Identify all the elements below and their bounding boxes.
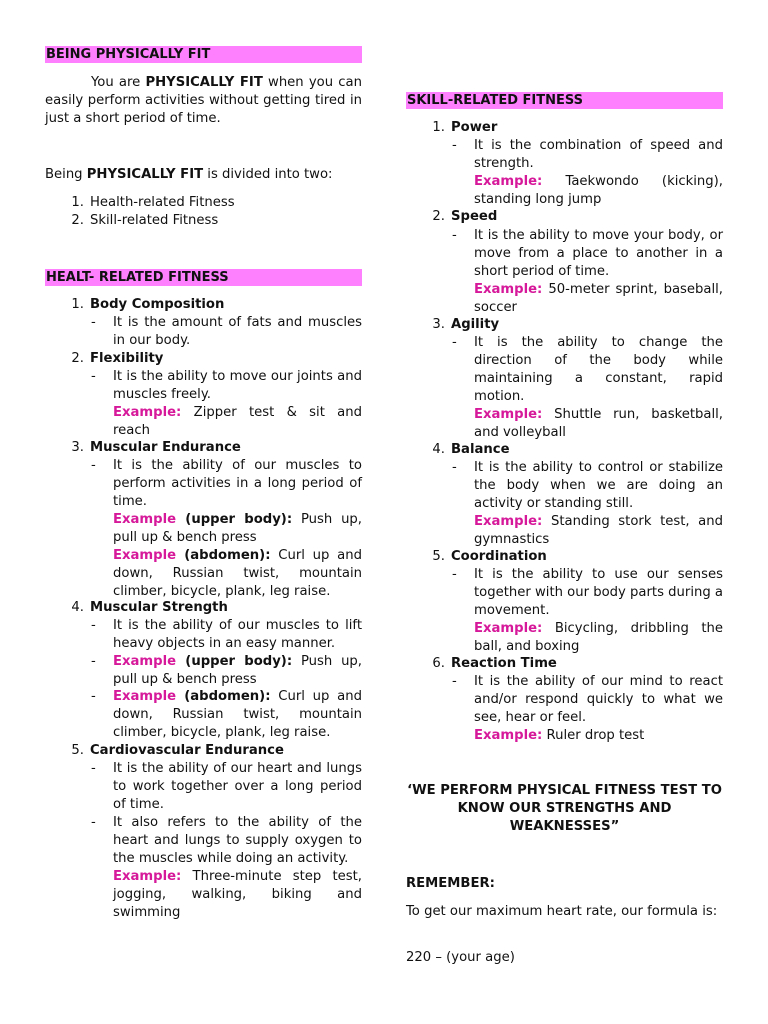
skill-item-desc: - It is the ability of our mind to react and/or respond quickly to what we see, hear or feel. Example: Ruler drop test (452, 674, 723, 743)
list-number: 2. (432, 209, 445, 224)
example-label: Example: (113, 869, 182, 884)
list-number: 2. (71, 213, 84, 228)
intro-bold: PHYSICALLY FIT (145, 75, 263, 90)
health-item-title (71, 350, 164, 368)
desc-text: It also refers to the ability of the heart and lungs to supply oxygen to the muscles while doing an activity. (113, 815, 362, 866)
item-title: Speed (451, 209, 498, 224)
example-line (113, 404, 362, 440)
example-label: Example: (474, 174, 543, 189)
health-item-desc: - It is the ability of our heart and lungs to work together over a long period of time. (91, 761, 362, 812)
item-title: Cardiovascular Endurance (90, 743, 284, 758)
divided-pre: Being (45, 167, 87, 182)
formula-text: To get our maximum heart rate, our formula is: (406, 904, 718, 919)
desc-text: It is the ability of our mind to react and/or respond quickly to what we see, hear or feel. (474, 674, 723, 725)
list-number: 5. (432, 549, 445, 564)
item-title: Muscular Endurance (90, 440, 241, 455)
list-number: 5. (71, 743, 84, 758)
example-label: Example (113, 548, 177, 563)
example-label: Example: (474, 514, 543, 529)
item-title: Body Composition (90, 297, 225, 312)
example-line (474, 406, 723, 442)
list-number: 1. (432, 120, 445, 135)
desc-text: It is the ability to use our senses together with our body parts during a movement. (474, 567, 723, 618)
health-item-desc: - It is the ability of our muscles to perform activities in a long period of time. Example (upper body): Push up, pull up & bench press Example (abdomen): Curl up and down, Russian twist, mountain climber, bicycle, plank, leg raise. (91, 458, 362, 599)
example-line (474, 727, 723, 745)
intro-paragraph (45, 74, 362, 128)
fitness-type-label: Skill-related Fitness (90, 213, 219, 228)
fitness-type-label: Health-related Fitness (90, 195, 235, 210)
skill-item-desc: - It is the ability to use our senses together with our body parts during a movement. Example: Bicycling, dribbling the ball, and boxing (452, 567, 723, 654)
example-label: Example: (474, 407, 543, 422)
fitness-type-item (71, 212, 219, 230)
desc-text: It is the combination of speed and strength. (474, 138, 723, 171)
item-title: Flexibility (90, 351, 164, 366)
health-item-desc: - It is the ability of our muscles to lift heavy objects in an easy manner. (91, 618, 362, 651)
skill-item-title (432, 119, 498, 137)
health-item-desc: - It also refers to the ability of the heart and lungs to supply oxygen to the muscles while doing an activity. Example: Three-minute step test, jogging, walking, biking and swimming (91, 815, 362, 920)
list-number: 3. (71, 440, 84, 455)
health-item-title (71, 296, 225, 314)
item-title: Coordination (451, 549, 547, 564)
health-item-title (71, 599, 228, 617)
health-item-desc: - It is the amount of fats and muscles in our body. (91, 315, 362, 348)
list-number: 2. (71, 351, 84, 366)
example-text: Push up, pull up & bench press (113, 654, 362, 687)
fitness-type-item (71, 194, 235, 212)
example-line (113, 868, 362, 922)
list-number: 6. (432, 656, 445, 671)
list-number: 3. (432, 317, 445, 332)
example-line (113, 547, 362, 601)
intro-pre: You are (91, 75, 146, 90)
desc-text: It is the ability of our muscles to lift heavy objects in an easy manner. (113, 618, 362, 651)
item-title: Agility (451, 317, 500, 332)
example-text: Curl up and down, Russian twist, mountain climber, bicycle, plank, leg raise. (113, 689, 362, 740)
item-title: Muscular Strength (90, 600, 228, 615)
divided-paragraph (45, 166, 332, 184)
example-label: Example: (474, 621, 543, 636)
section-heading-skill-related: SKILL-RELATED FITNESS (406, 92, 723, 109)
skill-item-title (432, 208, 498, 226)
example-qualifier: (upper body): (176, 512, 293, 527)
example-text: Bicycling, dribbling the ball, and boxing (474, 621, 723, 654)
skill-item-title (432, 655, 557, 673)
skill-item-desc: - It is the combination of speed and strength. Example: Taekwondo (kicking), standing long jump (452, 138, 723, 207)
skill-item-desc: - It is the ability to change the direction of the body while maintaining a constant, rapid motion. Example: Shuttle run, basketball, and volleyball (452, 335, 723, 440)
example-line (474, 513, 723, 549)
list-number: 4. (432, 442, 445, 457)
desc-text: It is the ability to change the direction of the body while maintaining a constant, rapid motion. (474, 335, 723, 404)
section-heading-health-related: HEALT- RELATED FITNESS (45, 269, 362, 286)
example-line (113, 511, 362, 547)
example-text: Taekwondo (kicking), standing long jump (474, 174, 723, 207)
example-line (474, 281, 723, 317)
example-label: Example (113, 512, 177, 527)
skill-item-title (432, 441, 510, 459)
item-title: Reaction Time (451, 656, 557, 671)
example-text: 50-meter sprint, baseball, soccer (474, 282, 723, 315)
desc-text: It is the amount of fats and muscles in our body. (113, 315, 362, 348)
list-number: 4. (71, 600, 84, 615)
example-line (474, 620, 723, 656)
desc-text: It is the ability to move our joints and muscles freely. (113, 369, 362, 402)
health-item-example: - Example (abdomen): Curl up and down, Russian twist, mountain climber, bicycle, plank, leg raise. (91, 689, 362, 740)
example-text: Ruler drop test (542, 728, 645, 743)
example-text: Three-minute step test, jogging, walking, biking and swimming (113, 869, 362, 920)
example-qualifier: (abdomen): (176, 548, 271, 563)
item-title: Balance (451, 442, 510, 457)
example-text: Zipper test & sit and reach (113, 405, 362, 438)
intro-post: when you can easily perform activities without getting tired in just a short period of time. (45, 75, 362, 126)
skill-item-desc: - It is the ability to control or stabilize the body when we are doing an activity or standing still. Example: Standing stork test, and gymnastics (452, 460, 723, 547)
example-label: Example: (113, 405, 182, 420)
item-title: Power (451, 120, 498, 135)
section-heading-physically-fit: BEING PHYSICALLY FIT (45, 46, 362, 63)
formula: 220 – (your age) (406, 950, 515, 965)
example-text: Push up, pull up & bench press (113, 512, 362, 545)
divided-post: is divided into two: (203, 167, 333, 182)
desc-text: It is the ability of our heart and lungs to work together over a long period of time. (113, 761, 362, 812)
example-label: Example (113, 654, 177, 669)
health-item-example: - Example (upper body): Push up, pull up & bench press (91, 654, 362, 687)
skill-item-title (432, 548, 547, 566)
example-label: Example (113, 689, 177, 704)
example-qualifier: (upper body): (176, 654, 293, 669)
example-label: Example: (474, 282, 543, 297)
quote: ‘WE PERFORM PHYSICAL FITNESS TEST TO KNOW OUR STRENGTHS AND WEAKNESSES” (407, 783, 722, 834)
desc-text: It is the ability to move your body, or move from a place to another in a short period of time. (474, 228, 723, 279)
health-item-desc: - It is the ability to move our joints and muscles freely. Example: Zipper test & sit and reach (91, 369, 362, 438)
example-line (474, 173, 723, 209)
desc-text: It is the ability to control or stabilize the body when we are doing an activity or standing still. (474, 460, 723, 511)
example-label: Example: (474, 728, 543, 743)
divided-bold: PHYSICALLY FIT (86, 167, 204, 182)
skill-item-desc: - It is the ability to move your body, or move from a place to another in a short period of time. Example: 50-meter sprint, baseball, soccer (452, 228, 723, 315)
example-qualifier: (abdomen): (176, 689, 271, 704)
example-text: Shuttle run, basketball, and volleyball (474, 407, 723, 440)
example-text: Curl up and down, Russian twist, mountain climber, bicycle, plank, leg raise. (113, 548, 362, 599)
skill-item-title (432, 316, 500, 334)
desc-text: It is the ability of our muscles to perform activities in a long period of time. (113, 458, 362, 509)
example-text: Standing stork test, and gymnastics (474, 514, 723, 547)
remember-heading: REMEMBER: (406, 876, 495, 891)
list-number: 1. (71, 195, 84, 210)
list-number: 1. (71, 297, 84, 312)
health-item-title (71, 439, 241, 457)
health-item-title (71, 742, 284, 760)
